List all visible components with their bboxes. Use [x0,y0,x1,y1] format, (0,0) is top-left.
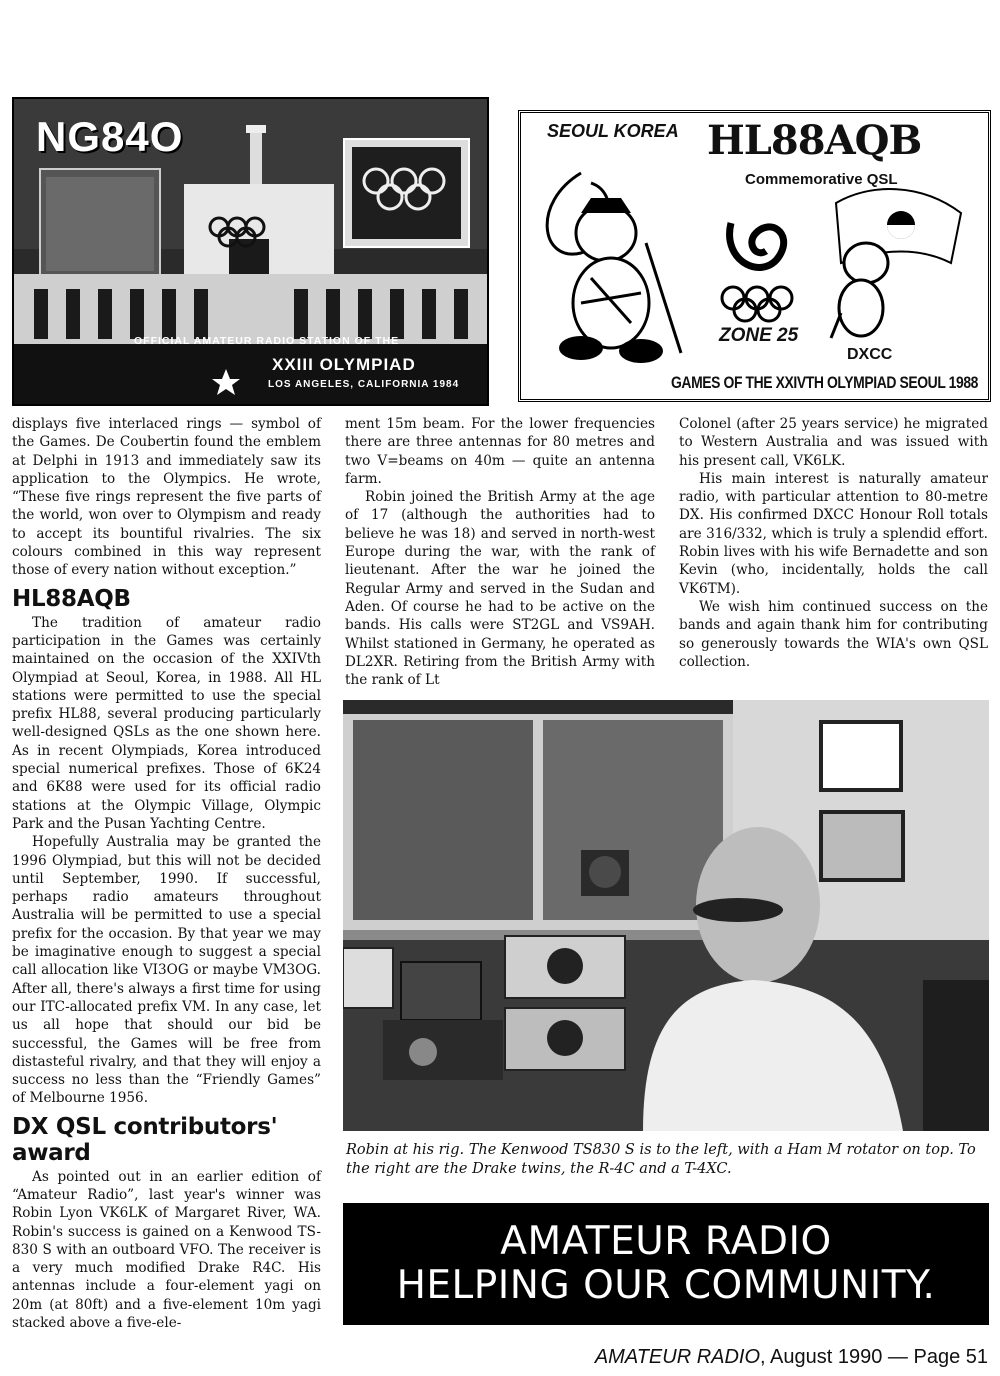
paragraph: Robin joined the British Army at the age of 17 (although the authorities had to believe he was 18) and served in north-west Europe during the war, with the rank of lieutenant. After the war he joined the Regular Army and served in the Sudan and Aden. Of course he had to be active on the bands. His calls were ST2GL and VS9AH. Whilst stationed in Germany, he operated as DL2XR. Retiring from the British Army with the rank of Lt [345,489,655,689]
qsl2-subtitle: Commemorative QSL [745,171,898,188]
photo-robin-at-rig [343,700,989,1131]
paragraph: As pointed out in an earlier edition of “Amateur Radio”, last year's winner was Robin Lyon VK6LK of Margaret River, WA. Robin's success is gained on a Kenwood TS-830 S with an outboard VFO. The receiver is a very much modified Drake R4C. His antennas include a four-element yagi on 20m (at 80ft) and a five-element 10m yagi stacked above a five-ele- [12,1168,321,1332]
paragraph: The tradition of amateur radio participation in the Games was certainly maintained on the occasion of the XXIVth Olympiad at Seoul, Korea, in 1988. All HL stations were permitted to use the special prefix HL88, several producing particularly well-designed QSLs as the one shown here. As in recent Olympiads, Korea introduced special numerical prefixes. Those of 6K24 and 6K88 were used for its official radio stations at the Olympic Village, Olympic Park and the Pusan Yachting Centre. [12,614,321,832]
qsl2-zone: ZONE 25 [719,325,799,346]
qsl2-footer: GAMES OF THE XXIVTH OLYMPIAD SEOUL 1988 [671,373,979,392]
qsl-event: XXIII OLYMPIAD [272,355,416,374]
text-column-2 [345,415,655,689]
paragraph: displays five interlaced rings — symbol of the Games. De Coubertin found the emblem at Delphi in 1913 and immediately saw its application to the Olympics. He wrote, “These five rings represent the five parts of the world, won over to Olympism and ready to accept its bountiful rivalries. The six colours combined in this way represent those of every nation without exception.” [12,416,321,579]
qsl-station-line: OFFICIAL AMATEUR RADIO STATION OF THE [134,335,400,347]
section-heading-hl88aqb: HL88AQB [12,585,131,612]
qsl-card-ng84o [12,97,489,406]
paragraph: ment 15m beam. For the lower frequencies there are three antennas for 80 metres and two V=beams on 40m — quite an antenna farm. [345,416,655,487]
qsl2-header: SEOUL KOREA [547,121,679,141]
qsl2-callsign: HL88AQB [707,117,922,164]
photo-illustration [343,700,989,1131]
banner-line-2: HELPING OUR COMMUNITY. [396,1263,936,1308]
section-heading-dx-qsl-award: DX QSL contributors' award [12,1113,278,1166]
text-column-1 [12,415,321,1332]
paragraph: Colonel (after 25 years service) he migrated to Western Australia and was issued with his present call, VK6LK. [679,416,988,469]
qsl-card-hl88aqb [518,110,991,402]
footer-date-page: , August 1990 — Page 51 [760,1346,988,1368]
banner-line-1: AMATEUR RADIO [500,1219,832,1264]
paragraph: Hopefully Australia may be granted the 1996 Olympiad, but this will not be decided until September, 1990. If successful, perhaps radio amateurs throughout Australia will be permitted to use a special prefix for the occasion. By that year we may be imaginative enough to suggest a special call allocation like VI3OG or maybe VM3OG. After all, there's always a first time for using our ITC-allocated prefix VM. In any case, let us all hope that should our bid be successful, the Games will be free from distasteful rivalry, and that they will enjoy a success no less than the “Friendly Games” of Melbourne 1956. [12,834,321,1107]
paragraph: We wish him continued success on the bands and again thank him for contributing so generously towards the WIA's own QSL collection. [679,598,988,670]
qsl-location: LOS ANGELES, CALIFORNIA 1984 [268,379,460,390]
photo-caption: Robin at his rig. The Kenwood TS830 S is to the left, with a Ham M rotator on top. To the right are the Drake twins, the R-4C and a T-4XC. [346,1142,976,1177]
footer-magazine-title: AMATEUR RADIO [594,1346,761,1368]
paragraph: His main interest is naturally amateur radio, with particular attention to 80-metre DX. His confirmed DXCC Honour Roll totals are 316/332, which is truly a splendid effort. Robin lives with his wife Bernadette and son Kevin (who, incidentally, holds the call VK6TM). [679,470,988,597]
community-banner [343,1203,989,1325]
qsl-callsign: NG84O [36,113,184,160]
page-footer [595,1346,988,1369]
text-column-3 [679,415,988,671]
qsl2-award: DXCC [847,346,893,363]
